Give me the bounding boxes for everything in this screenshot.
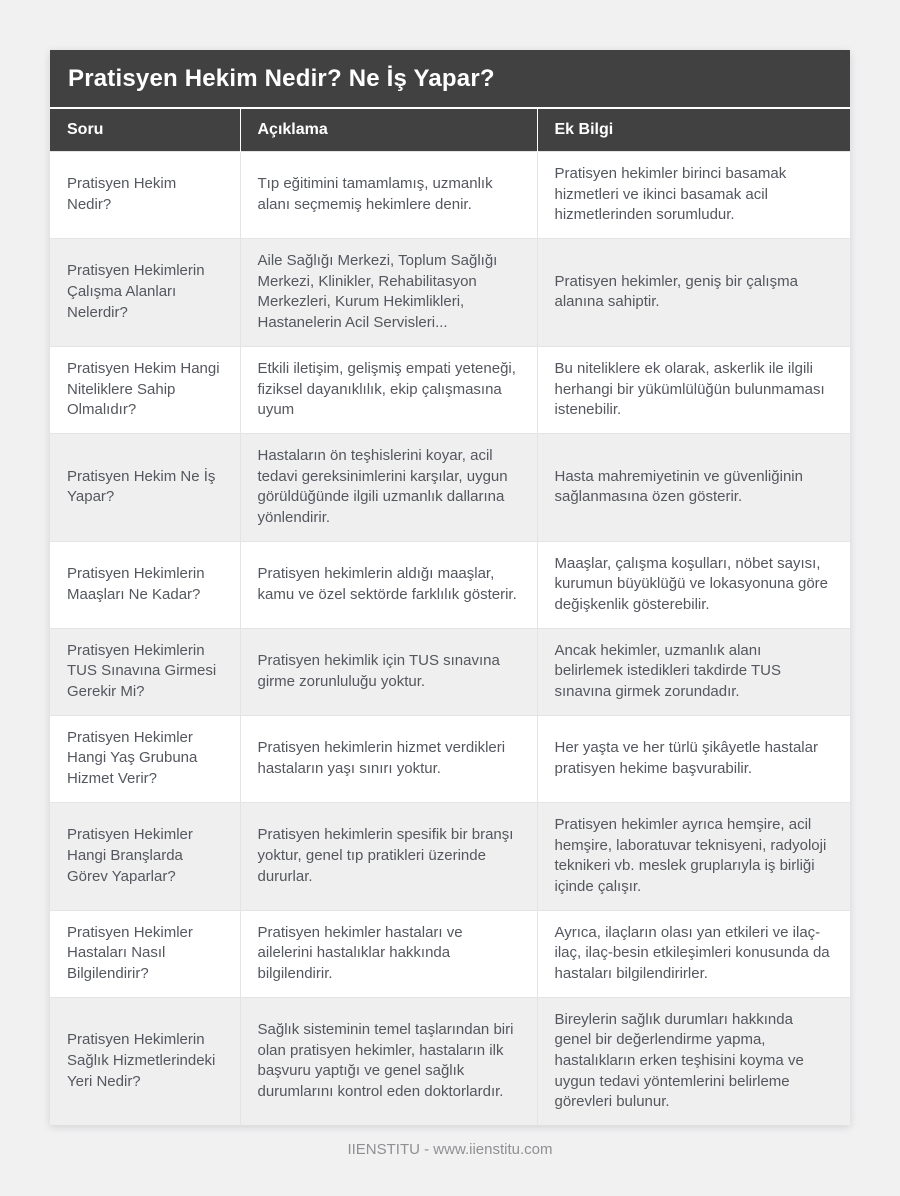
table-row bbox=[50, 541, 850, 628]
cell-ek-bilgi: Hasta mahremiyetinin ve güvenliğinin sağlanmasına özen gösterir. bbox=[537, 433, 850, 541]
table-row bbox=[50, 628, 850, 715]
cell-soru: Pratisyen Hekimler Hangi Branşlarda Görev Yaparlar? bbox=[50, 802, 240, 910]
cell-aciklama: Pratisyen hekimlik için TUS sınavına girme zorunluluğu yoktur. bbox=[240, 628, 537, 715]
cell-aciklama: Pratisyen hekimlerin aldığı maaşlar, kamu ve özel sektörde farklılık gösterir. bbox=[240, 541, 537, 628]
cell-ek-bilgi: Bu niteliklere ek olarak, askerlik ile ilgili herhangi bir yükümlülüğün bulunmaması istenebilir. bbox=[537, 346, 850, 433]
cell-aciklama: Sağlık sisteminin temel taşlarından biri olan pratisyen hekimler, hastaların ilk başvuru yaptığı ve genel sağlık durumlarını kontrol eden doktorlardır. bbox=[240, 997, 537, 1125]
cell-aciklama: Etkili iletişim, gelişmiş empati yeteneği, fiziksel dayanıklılık, ekip çalışmasına uyum bbox=[240, 346, 537, 433]
table-row bbox=[50, 346, 850, 433]
cell-aciklama: Pratisyen hekimler hastaları ve ailelerini hastalıklar hakkında bilgilendirir. bbox=[240, 910, 537, 997]
table-row bbox=[50, 152, 850, 239]
column-header-aciklama: Açıklama bbox=[240, 109, 537, 152]
column-header-soru: Soru bbox=[50, 109, 240, 152]
table-row bbox=[50, 802, 850, 910]
cell-ek-bilgi: Maaşlar, çalışma koşulları, nöbet sayısı, kurumun büyüklüğü ve lokasyonuna göre değişkenlik gösterebilir. bbox=[537, 541, 850, 628]
cell-soru: Pratisyen Hekim Ne İş Yapar? bbox=[50, 433, 240, 541]
page-title: Pratisyen Hekim Nedir? Ne İş Yapar? bbox=[50, 50, 850, 109]
cell-ek-bilgi: Pratisyen hekimler ayrıca hemşire, acil hemşire, laboratuvar teknisyeni, radyoloji teknikeri vb. meslek gruplarıyla iş birliği içinde çalışır. bbox=[537, 802, 850, 910]
cell-aciklama: Tıp eğitimini tamamlamış, uzmanlık alanı seçmemiş hekimlere denir. bbox=[240, 152, 537, 239]
footer-credit: IIENSTITU - www.iienstitu.com bbox=[347, 1141, 553, 1159]
cell-ek-bilgi: Pratisyen hekimler birinci basamak hizmetleri ve ikinci basamak acil hizmetlerinden sorumludur. bbox=[537, 152, 850, 239]
faq-card bbox=[50, 50, 850, 1125]
cell-soru: Pratisyen Hekimlerin Sağlık Hizmetlerindeki Yeri Nedir? bbox=[50, 997, 240, 1125]
cell-soru: Pratisyen Hekimlerin TUS Sınavına Girmesi Gerekir Mi? bbox=[50, 628, 240, 715]
cell-ek-bilgi: Ancak hekimler, uzmanlık alanı belirlemek istedikleri takdirde TUS sınavına girmek zorundadır. bbox=[537, 628, 850, 715]
cell-ek-bilgi: Bireylerin sağlık durumları hakkında genel bir değerlendirme yapma, hastalıkların erken teşhisini koyma ve uygun tedavi yöntemlerini belirleme görevleri bulunur. bbox=[537, 997, 850, 1125]
table-row bbox=[50, 910, 850, 997]
table-row bbox=[50, 239, 850, 347]
table-header bbox=[50, 109, 850, 152]
cell-soru: Pratisyen Hekimler Hastaları Nasıl Bilgilendirir? bbox=[50, 910, 240, 997]
cell-aciklama: Pratisyen hekimlerin spesifik bir branşı yoktur, genel tıp pratikleri üzerinde dururlar. bbox=[240, 802, 537, 910]
cell-aciklama: Aile Sağlığı Merkezi, Toplum Sağlığı Merkezi, Klinikler, Rehabilitasyon Merkezleri, Kurum Hekimlikleri, Hastanelerin Acil Servisleri... bbox=[240, 239, 537, 347]
cell-soru: Pratisyen Hekimlerin Maaşları Ne Kadar? bbox=[50, 541, 240, 628]
cell-soru: Pratisyen Hekimlerin Çalışma Alanları Nelerdir? bbox=[50, 239, 240, 347]
cell-aciklama: Hastaların ön teşhislerini koyar, acil tedavi gereksinimlerini karşılar, uygun görüldüğünde ilgili uzmanlık dallarına yönlendirir. bbox=[240, 433, 537, 541]
faq-table bbox=[50, 109, 850, 1125]
table-row bbox=[50, 997, 850, 1125]
cell-soru: Pratisyen Hekim Nedir? bbox=[50, 152, 240, 239]
cell-ek-bilgi: Pratisyen hekimler, geniş bir çalışma alanına sahiptir. bbox=[537, 239, 850, 347]
table-body bbox=[50, 152, 850, 1126]
table-row bbox=[50, 715, 850, 802]
cell-soru: Pratisyen Hekimler Hangi Yaş Grubuna Hizmet Verir? bbox=[50, 715, 240, 802]
cell-soru: Pratisyen Hekim Hangi Niteliklere Sahip Olmalıdır? bbox=[50, 346, 240, 433]
cell-ek-bilgi: Her yaşta ve her türlü şikâyetle hastalar pratisyen hekime başvurabilir. bbox=[537, 715, 850, 802]
cell-aciklama: Pratisyen hekimlerin hizmet verdikleri hastaların yaşı sınırı yoktur. bbox=[240, 715, 537, 802]
column-header-ek-bilgi: Ek Bilgi bbox=[537, 109, 850, 152]
table-row bbox=[50, 433, 850, 541]
cell-ek-bilgi: Ayrıca, ilaçların olası yan etkileri ve ilaç-ilaç, ilaç-besin etkileşimleri konusunda da hastaları bilgilendirirler. bbox=[537, 910, 850, 997]
